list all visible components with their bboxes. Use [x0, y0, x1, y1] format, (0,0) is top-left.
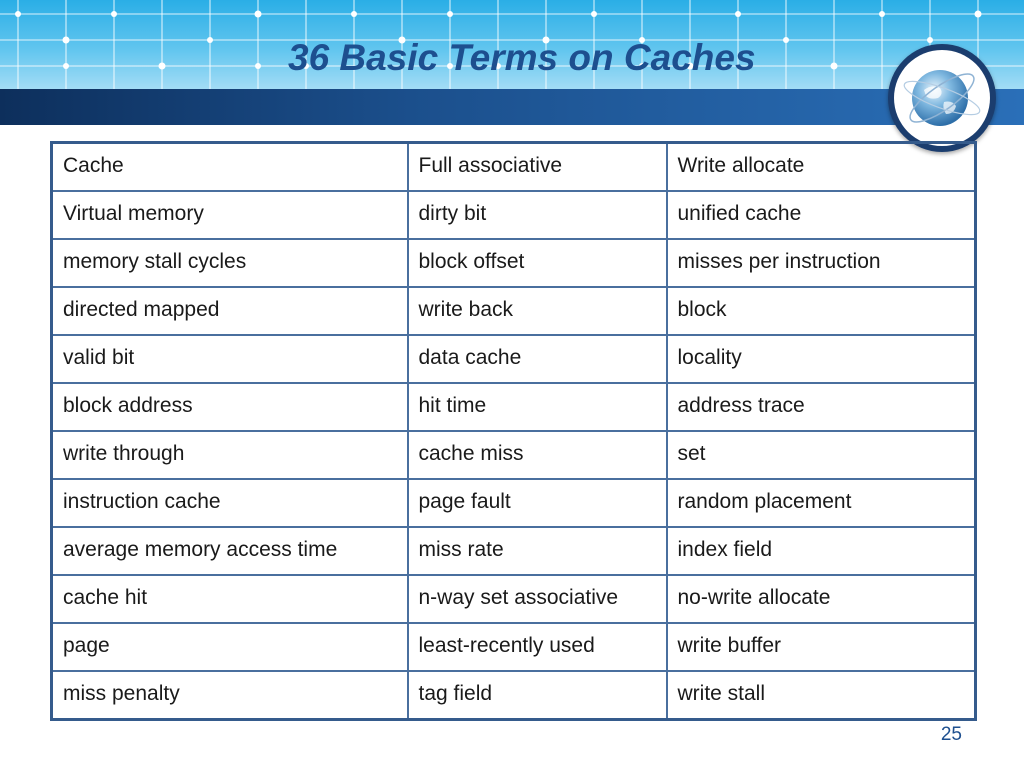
table-cell: Cache	[52, 143, 408, 192]
table-row	[52, 431, 976, 479]
table-cell: page fault	[408, 479, 667, 527]
table-row	[52, 239, 976, 287]
table-row	[52, 575, 976, 623]
table-cell: block	[667, 287, 976, 335]
table-row	[52, 335, 976, 383]
table-cell: set	[667, 431, 976, 479]
terms-table	[50, 141, 977, 721]
table-cell: instruction cache	[52, 479, 408, 527]
table-cell: data cache	[408, 335, 667, 383]
table-row	[52, 191, 976, 239]
table-row	[52, 287, 976, 335]
table-cell: locality	[667, 335, 976, 383]
globe-badge	[888, 44, 996, 152]
table-cell: write back	[408, 287, 667, 335]
table-row	[52, 671, 976, 720]
table-cell: address trace	[667, 383, 976, 431]
table-row	[52, 527, 976, 575]
table-cell: write stall	[667, 671, 976, 720]
table-cell: no-write allocate	[667, 575, 976, 623]
table-cell: directed mapped	[52, 287, 408, 335]
table-cell: valid bit	[52, 335, 408, 383]
table-cell: block offset	[408, 239, 667, 287]
globe-icon	[894, 50, 990, 146]
table-cell: write through	[52, 431, 408, 479]
table-row	[52, 143, 976, 192]
table-cell: index field	[667, 527, 976, 575]
table-cell: random placement	[667, 479, 976, 527]
table-cell: cache miss	[408, 431, 667, 479]
table-cell: hit time	[408, 383, 667, 431]
table-cell: memory stall cycles	[52, 239, 408, 287]
table-cell: write buffer	[667, 623, 976, 671]
header-band	[0, 89, 1024, 125]
table-cell: least-recently used	[408, 623, 667, 671]
table-cell: miss rate	[408, 527, 667, 575]
table-cell: unified cache	[667, 191, 976, 239]
slide-title: 36 Basic Terms on Caches	[288, 37, 756, 78]
table-cell: miss penalty	[52, 671, 408, 720]
table-cell: cache hit	[52, 575, 408, 623]
table-cell: Full associative	[408, 143, 667, 192]
table-row	[52, 623, 976, 671]
table-cell: misses per instruction	[667, 239, 976, 287]
table-cell: page	[52, 623, 408, 671]
table-row	[52, 383, 976, 431]
table-cell: n-way set associative	[408, 575, 667, 623]
table-cell: dirty bit	[408, 191, 667, 239]
table-cell: average memory access time	[52, 527, 408, 575]
table-row	[52, 479, 976, 527]
table-cell: tag field	[408, 671, 667, 720]
table-cell: Write allocate	[667, 143, 976, 192]
table-cell: block address	[52, 383, 408, 431]
page-number: 25	[940, 724, 962, 745]
table-cell: Virtual memory	[52, 191, 408, 239]
